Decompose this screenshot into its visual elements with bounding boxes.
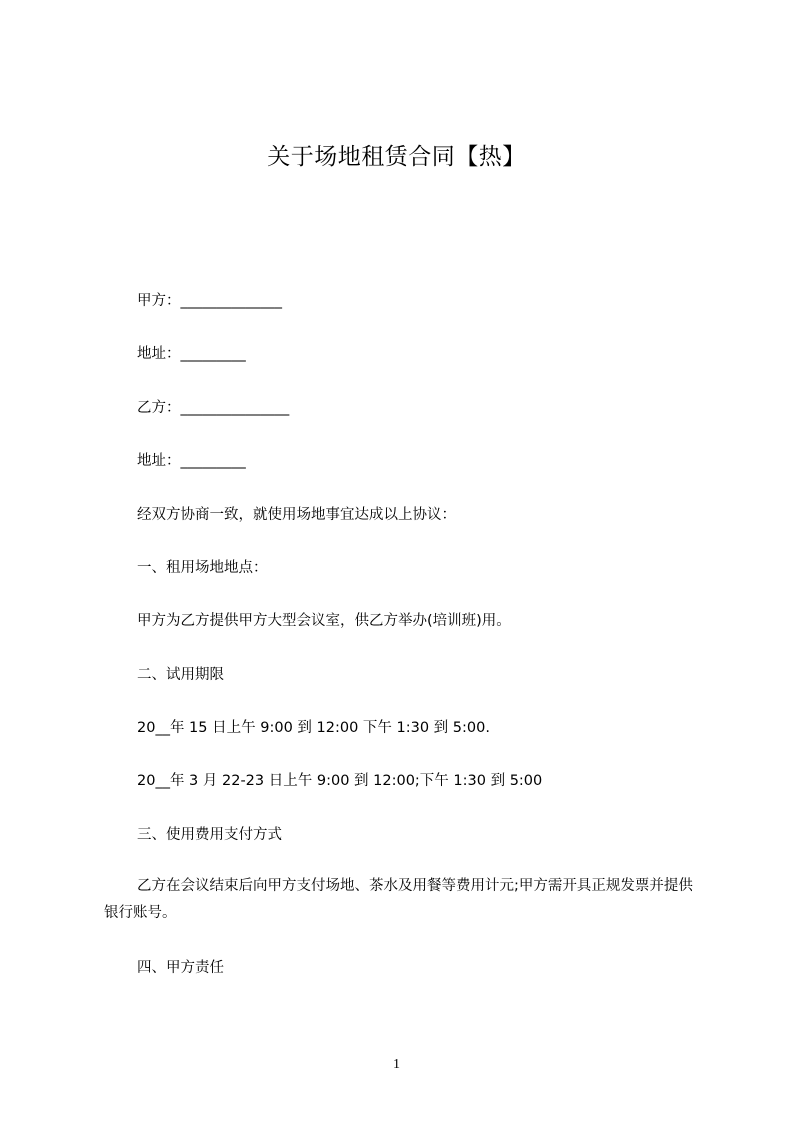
section-3-heading: 三、使用费用支付方式 [137,827,282,843]
party-b-address-line: 地址：_________ [137,453,246,469]
party-a-address-line: 地址：_________ [137,346,246,362]
page-number: 1 [393,1057,400,1072]
section-2-heading: 二、试用期限 [137,667,224,683]
party-b-line: 乙方：_______________ [137,400,290,416]
section-1-heading: 一、租用场地地点： [137,560,268,576]
intro-paragraph: 经双方协商一致，就使用场地事宜达成以上协议： [137,507,456,523]
document-title: 关于场地租赁合同【热】 [267,144,526,170]
section-1-body: 甲方为乙方提供甲方大型会议室，供乙方举办(培训班)用。 [137,613,511,629]
section-3-body: 乙方在会议结束后向甲方支付场地、茶水及用餐等费用计元;甲方需开具正规发票并提供银行账号。 [104,878,693,921]
section-4-heading: 四、甲方责任 [137,960,224,976]
party-a-line: 甲方：______________ [137,293,282,309]
section-2-line-2: 20__年 3 月 22-23 日上午 9:00 到 12:00;下午 1:30 到 5:00 [137,773,543,789]
section-2-line-1: 20__年 15 日上午 9:00 到 12:00 下午 1:30 到 5:00. [137,720,490,736]
